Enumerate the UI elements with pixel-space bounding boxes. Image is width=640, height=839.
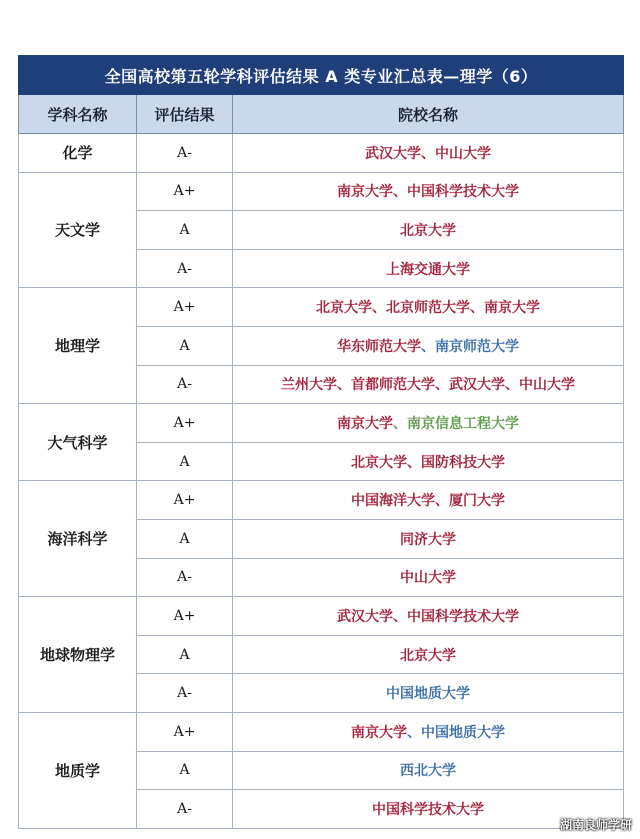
table-row [19,712,624,751]
schools-cell [233,751,624,790]
grade-cell: A [137,635,233,674]
school-name: 中国地质大学 [386,686,471,703]
grade-cell: A- [137,674,233,713]
school-name: 北京大学 [400,647,457,664]
school-name: 同济大学 [400,531,457,548]
grade-cell: A [137,519,233,558]
schools-cell [233,365,624,404]
grade-cell: A+ [137,172,233,211]
school-name: 武汉大学 [365,145,422,162]
school-name: 中山大学 [400,570,457,587]
school-name: 华东师范大学 [337,338,422,355]
header-schools: 院校名称 [233,95,624,134]
school-separator: 、 [407,454,422,471]
grade-cell: A+ [137,404,233,443]
school-separator: 、 [435,493,450,510]
school-separator: 、 [435,377,450,394]
school-name: 南京大学 [351,724,408,741]
grade-cell: A [137,751,233,790]
grade-cell: A- [137,790,233,829]
school-name: 中国科学技术大学 [407,184,520,201]
schools-cell [233,172,624,211]
school-separator: 、 [505,377,520,394]
subject-cell: 化学 [19,134,137,173]
grade-cell: A [137,326,233,365]
schools-cell [233,674,624,713]
grade-cell: A- [137,249,233,288]
school-name: 北京大学 [316,300,373,317]
subject-cell: 地理学 [19,288,137,404]
grade-cell: A [137,211,233,250]
school-name: 中国科学技术大学 [372,801,485,818]
table-row [19,172,624,211]
school-separator: 、 [393,415,408,432]
school-separator: 、 [421,338,436,355]
school-name: 中山大学 [435,145,492,162]
schools-cell [233,481,624,520]
table-row [19,288,624,327]
results-sheet [18,55,623,829]
table-row [19,134,624,173]
school-name: 中国海洋大学 [351,493,436,510]
table-row [19,404,624,443]
subject-cell: 天文学 [19,172,137,288]
grade-cell: A- [137,558,233,597]
grade-cell: A+ [137,597,233,636]
subject-cell: 大气科学 [19,404,137,481]
subject-cell: 海洋科学 [19,481,137,597]
school-name: 南京师范大学 [435,338,520,355]
schools-cell [233,249,624,288]
school-name: 中国科学技术大学 [407,608,520,625]
school-name: 北京大学 [400,222,457,239]
school-name: 南京大学 [337,415,394,432]
table-title: 全国高校第五轮学科评估结果 A 类专业汇总表—理学（6） [19,56,624,95]
subject-cell: 地球物理学 [19,597,137,713]
grade-cell: A- [137,134,233,173]
schools-cell [233,134,624,173]
table-row [19,597,624,636]
schools-cell [233,558,624,597]
school-name: 北京大学 [351,454,408,471]
results-table [18,55,624,829]
school-name: 厦门大学 [449,493,506,510]
schools-cell [233,211,624,250]
school-name: 上海交通大学 [386,261,471,278]
schools-cell [233,712,624,751]
table-body [19,134,624,829]
grade-cell: A- [137,365,233,404]
school-name: 兰州大学 [281,377,338,394]
schools-cell [233,442,624,481]
schools-cell [233,635,624,674]
grade-cell: A+ [137,481,233,520]
school-name: 南京信息工程大学 [407,415,520,432]
schools-cell [233,326,624,365]
school-name: 首都师范大学 [351,377,436,394]
subject-cell: 地质学 [19,712,137,828]
header-grade: 评估结果 [137,95,233,134]
schools-cell [233,519,624,558]
header-subject: 学科名称 [19,95,137,134]
table-row [19,481,624,520]
school-name: 中山大学 [519,377,576,394]
schools-cell [233,597,624,636]
schools-cell [233,288,624,327]
school-name: 西北大学 [400,763,457,780]
school-name: 中国地质大学 [421,724,506,741]
school-separator: 、 [393,608,408,625]
school-name: 北京师范大学 [386,300,471,317]
school-separator: 、 [393,184,408,201]
school-name: 南京大学 [337,184,394,201]
school-separator: 、 [407,724,422,741]
school-separator: 、 [470,300,485,317]
grade-cell: A+ [137,288,233,327]
school-separator: 、 [337,377,352,394]
schools-cell [233,404,624,443]
school-name: 武汉大学 [449,377,506,394]
school-name: 南京大学 [484,300,541,317]
watermark: 湖南良师学研 [559,818,632,832]
grade-cell: A [137,442,233,481]
school-separator: 、 [421,145,436,162]
school-name: 国防科技大学 [421,454,506,471]
grade-cell: A+ [137,712,233,751]
school-separator: 、 [372,300,387,317]
school-name: 武汉大学 [337,608,394,625]
